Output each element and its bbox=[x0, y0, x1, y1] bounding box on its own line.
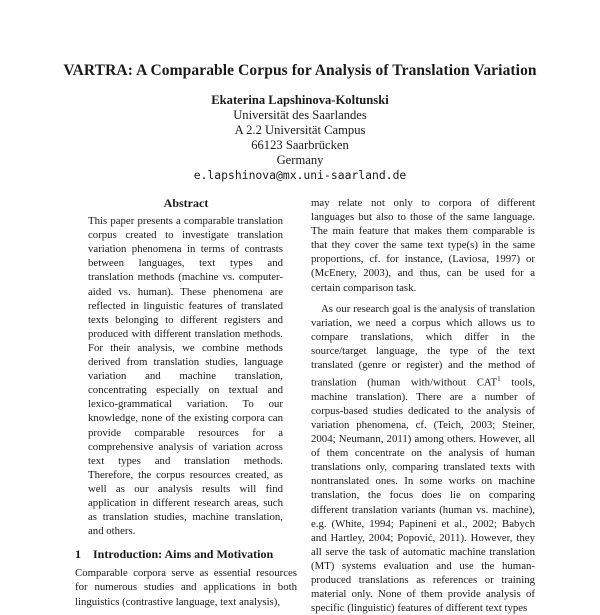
body-paragraph bbox=[311, 302, 535, 615]
section-number: 1 bbox=[75, 547, 81, 562]
section-paragraph: Comparable corpora serve as essential resources for numerous studies and applications in both linguistics (contrastive language, text analysis), bbox=[75, 567, 297, 608]
paragraph-text: tools, machine translation). There are a number of corpus-based studies dedicated to the analysis of variation phenomena, cf. (Teich, 2003; Steiner, 2004; Neumann, 2011) among others. However, all of them concentrate on the analysis of human translations only, comparing translated texts with nontranslated ones. In some works on machine translation, the focus does lie on comparing different translation variants (human vs. machine), e.g. (White, 1994; Papineni et al., 2002; Babych and Hartley, 2004; Popović, 2011). However, they all serve the task of automatic machine translation (MT) systems evaluation and use the human-produced translations as references or training material only. None of them provide analysis of specific (linguistic) features of different text types bbox=[311, 376, 535, 615]
footnote-marker: 1 bbox=[497, 375, 501, 384]
body-paragraph: may relate not only to corpora of different languages but also to those of the same language. The main feature that makes them comparable is that they cover the same text type(s) in the same proportions, cf. for instance, (Laviosa, 1997) or (McEnery, 2003), and thus, can be used for a certain comparison task. bbox=[311, 197, 535, 294]
right-column bbox=[311, 196, 535, 615]
abstract-text: This paper presents a comparable translation corpus created to investigate translation variation phenomena in terms of contrasts between languages, text types and translation methods (machine vs. computer-aided vs. human). These phenomena are reflected in linguistic features of translated texts belonging to different registers and produced with different translation methods. For their analysis, we combine methods derived from translation studies, language variation and machine translation, concentrating especially on textual and lexico-grammatical variation. To our knowledge, none of the existing corpora can provide comparable resources for a comprehensive analysis of variation across text types and translation methods. Therefore, the corpus resources created, as well as our analysis results will find application in different research areas, such as translation studies, machine translation, and others. bbox=[88, 215, 283, 538]
affiliation-line: A 2.2 Universität Campus bbox=[234, 123, 366, 137]
section-heading bbox=[75, 547, 297, 561]
affiliation-line: 66123 Saarbrücken bbox=[251, 138, 349, 152]
left-column bbox=[75, 196, 297, 609]
abstract-heading: Abstract bbox=[163, 196, 209, 210]
author-block bbox=[0, 93, 600, 183]
affiliation-line: Germany bbox=[276, 153, 324, 167]
section-title: Introduction: Aims and Motivation bbox=[93, 547, 274, 562]
author-name: Ekaterina Lapshinova-Koltunski bbox=[211, 93, 389, 107]
affiliation-line: Universität des Saarlandes bbox=[233, 108, 367, 122]
paper-title: VARTRA: A Comparable Corpus for Analysis of Translation Variation bbox=[63, 62, 537, 79]
author-email[interactable]: e.lapshinova@mx.uni-saarland.de bbox=[193, 168, 407, 182]
paragraph-text: As our research goal is the analysis of translation variation, we need a corpus which allows us to compare translations, which differ in the source/target language, the type of the text translated (genre or register) and the method of translation (human with/without CAT bbox=[311, 302, 535, 389]
